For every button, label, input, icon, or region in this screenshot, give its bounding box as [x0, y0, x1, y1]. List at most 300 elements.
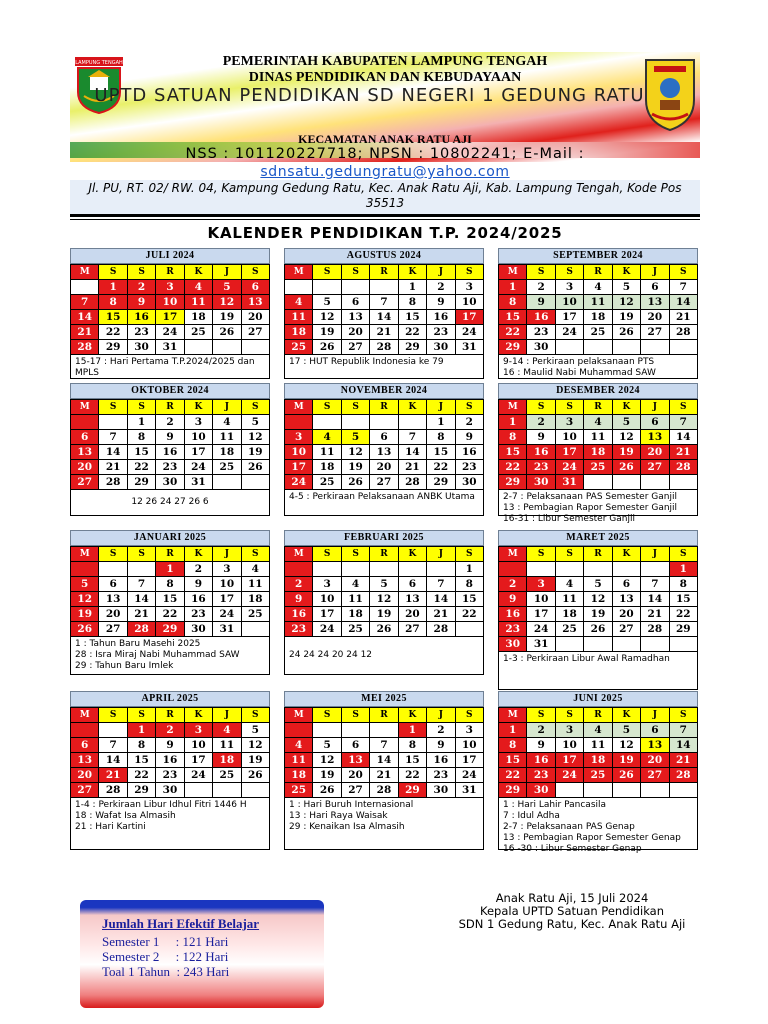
day-cell: 29	[99, 340, 127, 355]
weekday-header: S	[670, 547, 698, 562]
month-notes	[498, 355, 698, 379]
day-cell	[641, 475, 669, 490]
day-cell: 23	[427, 768, 455, 783]
month-september-2024	[498, 248, 698, 379]
note-line: 18 : Wafat Isa Almasih	[75, 811, 176, 821]
note-line: 2-7 : Pelaksanaan PAS Genap	[503, 822, 635, 832]
day-cell: 17	[156, 310, 184, 325]
month-days	[284, 264, 484, 355]
day-cell: 27	[71, 475, 99, 490]
weekday-header: J	[427, 708, 455, 723]
month-title: MEI 2025	[284, 691, 484, 707]
day-cell	[342, 723, 370, 738]
day-cell	[99, 562, 127, 577]
day-cell: 4	[213, 723, 241, 738]
day-cell: 11	[213, 430, 241, 445]
month-notes	[284, 490, 484, 516]
month-notes	[498, 490, 698, 524]
note-line: 24 24 24 20 24 12	[289, 650, 373, 660]
day-cell: 20	[641, 445, 669, 460]
month-januari-2025	[70, 530, 270, 675]
calendar-title: KALENDER PENDIDIKAN T.P. 2024/2025	[207, 224, 563, 242]
day-cell: 23	[527, 325, 555, 340]
day-cell	[185, 340, 213, 355]
day-cell: 8	[156, 577, 184, 592]
month-notes	[498, 652, 698, 690]
total-year-row: Toal 1 Tahun : 243 Hari	[102, 964, 230, 979]
day-cell: 10	[156, 295, 184, 310]
day-cell: 26	[313, 340, 341, 355]
day-cell: 10	[313, 592, 341, 607]
note-line: 16 -30 : Libur Semester Genap	[503, 844, 642, 854]
day-cell: 12	[313, 310, 341, 325]
month-notes	[284, 637, 484, 675]
day-cell: 23	[128, 325, 156, 340]
day-cell: 2	[156, 415, 184, 430]
day-cell: 24	[156, 325, 184, 340]
day-cell: 24	[456, 325, 484, 340]
weekday-header: K	[613, 265, 641, 280]
note-line: 29 : Kenaikan Isa Almasih	[289, 822, 405, 832]
weekday-header: S	[128, 547, 156, 562]
day-cell: 30	[527, 475, 555, 490]
day-cell: 8	[399, 295, 427, 310]
month-title: JUNI 2025	[498, 691, 698, 707]
month-notes	[70, 355, 270, 379]
day-cell: 28	[399, 475, 427, 490]
day-cell: 12	[242, 430, 270, 445]
month-title: AGUSTUS 2024	[284, 248, 484, 264]
weekday-header: S	[242, 547, 270, 562]
day-cell: 3	[185, 415, 213, 430]
day-cell: 17	[185, 753, 213, 768]
weekday-header: S	[456, 400, 484, 415]
month-title: SEPTEMBER 2024	[498, 248, 698, 264]
email-link[interactable]: sdnsatu.gedungratu@yahoo.com	[260, 164, 510, 180]
day-cell	[71, 280, 99, 295]
month-title: JANUARI 2025	[70, 530, 270, 546]
weekday-header: K	[613, 400, 641, 415]
weekday-header: R	[370, 708, 398, 723]
note-line: 21 : Hari Kartini	[75, 822, 146, 832]
day-cell: 13	[641, 295, 669, 310]
day-cell: 23	[156, 768, 184, 783]
weekday-header: J	[641, 547, 669, 562]
day-cell: 9	[156, 738, 184, 753]
month-days	[498, 399, 698, 490]
month-februari-2025	[284, 530, 484, 675]
note-line: 2-7 : Pelaksanaan PAS Semester Ganjil	[503, 492, 677, 502]
day-cell	[313, 415, 341, 430]
day-cell: 16	[128, 310, 156, 325]
effective-days-title: Jumlah Hari Efektif Belajar	[102, 916, 260, 931]
day-cell: 12	[613, 738, 641, 753]
month-agustus-2024	[284, 248, 484, 379]
weekday-header: S	[527, 265, 555, 280]
day-cell: 22	[670, 607, 698, 622]
day-cell: 25	[285, 783, 313, 798]
month-title: FEBRUARI 2025	[284, 530, 484, 546]
day-cell: 2	[128, 280, 156, 295]
day-cell: 31	[456, 783, 484, 798]
day-cell: 21	[670, 310, 698, 325]
month-days	[284, 707, 484, 798]
day-cell	[285, 280, 313, 295]
weekday-header: R	[370, 265, 398, 280]
day-cell	[456, 622, 484, 637]
day-cell: 28	[641, 622, 669, 637]
day-cell: 22	[128, 460, 156, 475]
day-cell: 27	[342, 340, 370, 355]
day-cell	[285, 415, 313, 430]
day-cell: 16	[427, 310, 455, 325]
month-days	[70, 399, 270, 490]
day-cell: 13	[71, 445, 99, 460]
day-cell: 22	[399, 768, 427, 783]
month-april-2025	[70, 691, 270, 850]
day-cell: 4	[185, 280, 213, 295]
day-cell: 7	[641, 577, 669, 592]
month-juli-2024	[70, 248, 270, 379]
day-cell: 26	[613, 325, 641, 340]
day-cell: 6	[613, 577, 641, 592]
day-cell: 18	[584, 310, 612, 325]
weekday-header: R	[156, 400, 184, 415]
weekday-header: S	[99, 265, 127, 280]
day-cell	[556, 340, 584, 355]
day-cell: 25	[213, 768, 241, 783]
day-cell: 21	[670, 445, 698, 460]
day-cell: 17	[285, 460, 313, 475]
day-cell: 29	[499, 475, 527, 490]
day-cell	[213, 475, 241, 490]
note-line: 4-5 : Perkiraan Pelaksanaan ANBK Utama	[289, 492, 475, 502]
weekday-header: S	[128, 400, 156, 415]
day-cell: 21	[670, 753, 698, 768]
weekday-header: S	[242, 708, 270, 723]
day-cell: 7	[427, 577, 455, 592]
day-cell: 13	[641, 738, 669, 753]
month-title: DESEMBER 2024	[498, 383, 698, 399]
day-cell	[584, 340, 612, 355]
day-cell: 22	[427, 460, 455, 475]
weekday-header: K	[185, 708, 213, 723]
day-cell: 7	[370, 295, 398, 310]
day-cell: 2	[156, 723, 184, 738]
day-cell: 3	[456, 723, 484, 738]
day-cell: 15	[456, 592, 484, 607]
day-cell: 23	[499, 622, 527, 637]
day-cell: 25	[313, 475, 341, 490]
day-cell: 21	[99, 768, 127, 783]
day-cell: 18	[242, 592, 270, 607]
day-cell: 13	[399, 592, 427, 607]
day-cell: 14	[370, 753, 398, 768]
month-notes	[284, 798, 484, 850]
day-cell: 16	[527, 753, 555, 768]
day-cell	[285, 723, 313, 738]
month-juni-2025	[498, 691, 698, 854]
day-cell: 21	[99, 460, 127, 475]
day-cell: 5	[242, 723, 270, 738]
day-cell: 7	[128, 577, 156, 592]
day-cell: 11	[584, 738, 612, 753]
day-cell: 24	[556, 460, 584, 475]
day-cell: 28	[71, 340, 99, 355]
government-name: PEMERINTAH KABUPATEN LAMPUNG TENGAH	[222, 54, 548, 69]
day-cell: 17	[556, 753, 584, 768]
day-cell: 3	[156, 280, 184, 295]
day-cell	[556, 637, 584, 652]
day-cell: 22	[99, 325, 127, 340]
day-cell: 1	[427, 415, 455, 430]
day-cell: 12	[313, 753, 341, 768]
day-cell: 9	[527, 430, 555, 445]
day-cell: 2	[527, 723, 555, 738]
day-cell: 30	[156, 475, 184, 490]
day-cell: 23	[527, 768, 555, 783]
day-cell: 5	[313, 738, 341, 753]
day-cell: 12	[584, 592, 612, 607]
day-cell: 3	[527, 577, 555, 592]
day-cell: 27	[399, 622, 427, 637]
weekday-header: S	[313, 708, 341, 723]
day-cell: 11	[213, 738, 241, 753]
day-cell: 19	[71, 607, 99, 622]
day-cell: 30	[527, 340, 555, 355]
day-cell: 19	[584, 607, 612, 622]
day-cell: 25	[584, 768, 612, 783]
weekday-header: M	[285, 400, 313, 415]
day-cell: 15	[128, 445, 156, 460]
weekday-header: J	[641, 400, 669, 415]
day-cell: 29	[399, 340, 427, 355]
day-cell: 12	[213, 295, 241, 310]
day-cell: 1	[499, 723, 527, 738]
day-cell: 2	[527, 415, 555, 430]
day-cell: 3	[213, 562, 241, 577]
day-cell: 16	[427, 753, 455, 768]
weekday-header: K	[613, 547, 641, 562]
day-cell: 9	[285, 592, 313, 607]
weekday-header: J	[427, 547, 455, 562]
day-cell: 10	[285, 445, 313, 460]
weekday-header: S	[99, 708, 127, 723]
weekday-header: S	[456, 265, 484, 280]
weekday-header: S	[670, 400, 698, 415]
day-cell: 27	[641, 325, 669, 340]
weekday-header: S	[242, 265, 270, 280]
weekday-header: M	[499, 708, 527, 723]
day-cell: 7	[670, 280, 698, 295]
day-cell: 25	[213, 460, 241, 475]
weekday-header: M	[499, 400, 527, 415]
day-cell: 20	[342, 325, 370, 340]
day-cell: 10	[456, 295, 484, 310]
day-cell: 8	[499, 295, 527, 310]
day-cell: 28	[427, 622, 455, 637]
weekday-header: J	[213, 708, 241, 723]
note-line: 1-4 : Perkiraan Libur Idhul Fitri 1446 H	[75, 800, 247, 810]
day-cell: 3	[313, 577, 341, 592]
day-cell: 7	[71, 295, 99, 310]
weekday-header: S	[456, 547, 484, 562]
weekday-header: R	[584, 265, 612, 280]
day-cell: 22	[156, 607, 184, 622]
day-cell: 7	[670, 415, 698, 430]
month-notes	[70, 490, 270, 516]
kecamatan: KECAMATAN ANAK RATU AJI	[298, 132, 472, 146]
day-cell: 18	[213, 753, 241, 768]
day-cell: 29	[499, 340, 527, 355]
note-line: 13 : Hari Raya Waisak	[289, 811, 388, 821]
day-cell: 17	[213, 592, 241, 607]
note-line: 1 : Hari Lahir Pancasila	[503, 800, 607, 810]
day-cell	[71, 723, 99, 738]
day-cell: 14	[99, 445, 127, 460]
day-cell: 28	[670, 325, 698, 340]
day-cell	[641, 637, 669, 652]
day-cell: 7	[99, 430, 127, 445]
day-cell: 10	[456, 738, 484, 753]
letterhead	[70, 52, 700, 217]
note-line: 7 : Idul Adha	[503, 811, 560, 821]
day-cell: 4	[213, 415, 241, 430]
month-days	[498, 707, 698, 798]
day-cell: 2	[527, 280, 555, 295]
month-days	[70, 264, 270, 355]
day-cell	[370, 415, 398, 430]
day-cell: 26	[313, 783, 341, 798]
weekday-header: S	[527, 400, 555, 415]
day-cell: 24	[527, 622, 555, 637]
note-line: 28 : Isra Miraj Nabi Muhammad SAW	[75, 650, 240, 660]
day-cell: 26	[242, 460, 270, 475]
day-cell: 6	[71, 430, 99, 445]
day-cell: 27	[342, 783, 370, 798]
day-cell: 15	[499, 310, 527, 325]
day-cell: 7	[670, 723, 698, 738]
day-cell: 27	[242, 325, 270, 340]
day-cell: 4	[313, 430, 341, 445]
day-cell: 15	[499, 445, 527, 460]
weekday-header: S	[99, 400, 127, 415]
day-cell: 17	[556, 310, 584, 325]
nss-npsn: NSS : 101120227718; NPSN : 10802241; E-Mail :	[185, 146, 585, 162]
day-cell: 21	[399, 460, 427, 475]
day-cell: 29	[499, 783, 527, 798]
day-cell: 9	[527, 295, 555, 310]
note-line: 17 : HUT Republik Indonesia ke 79	[289, 357, 444, 367]
day-cell: 5	[584, 577, 612, 592]
weekday-header: R	[156, 708, 184, 723]
day-cell: 11	[584, 295, 612, 310]
day-cell: 22	[128, 768, 156, 783]
day-cell: 8	[128, 738, 156, 753]
day-cell: 8	[427, 430, 455, 445]
semester-2-row: Semester 2 : 122 Hari	[102, 949, 229, 964]
note-line: 13 : Pembagian Rapor Semester Ganjil	[503, 503, 678, 513]
day-cell: 28	[670, 460, 698, 475]
day-cell: 20	[342, 768, 370, 783]
day-cell: 15	[499, 753, 527, 768]
day-cell: 18	[313, 460, 341, 475]
note-line: 9-14 : Perkiraan pelaksanaan PTS	[503, 357, 655, 367]
day-cell: 27	[641, 460, 669, 475]
day-cell: 4	[584, 415, 612, 430]
day-cell: 10	[527, 592, 555, 607]
day-cell	[370, 723, 398, 738]
weekday-header: S	[128, 265, 156, 280]
day-cell: 27	[641, 768, 669, 783]
day-cell: 28	[128, 622, 156, 637]
day-cell: 1	[399, 280, 427, 295]
day-cell: 14	[128, 592, 156, 607]
day-cell: 30	[128, 340, 156, 355]
day-cell: 5	[613, 280, 641, 295]
weekday-header: K	[613, 708, 641, 723]
day-cell: 9	[156, 430, 184, 445]
day-cell: 5	[213, 280, 241, 295]
day-cell	[399, 415, 427, 430]
day-cell: 14	[670, 430, 698, 445]
day-cell: 5	[613, 723, 641, 738]
day-cell	[613, 637, 641, 652]
day-cell: 1	[156, 562, 184, 577]
day-cell: 16	[456, 445, 484, 460]
day-cell: 26	[342, 475, 370, 490]
day-cell: 30	[185, 622, 213, 637]
day-cell: 3	[556, 280, 584, 295]
month-title: JULI 2024	[70, 248, 270, 264]
month-title: OKTOBER 2024	[70, 383, 270, 399]
weekday-header: K	[185, 547, 213, 562]
day-cell: 22	[499, 325, 527, 340]
day-cell: 27	[71, 783, 99, 798]
day-cell: 2	[185, 562, 213, 577]
day-cell	[99, 415, 127, 430]
day-cell: 1	[499, 280, 527, 295]
day-cell: 17	[185, 445, 213, 460]
weekday-header: S	[128, 708, 156, 723]
day-cell: 17	[456, 310, 484, 325]
day-cell: 24	[556, 325, 584, 340]
day-cell: 14	[670, 738, 698, 753]
day-cell: 19	[613, 753, 641, 768]
month-days	[498, 546, 698, 652]
day-cell: 18	[584, 753, 612, 768]
day-cell: 15	[670, 592, 698, 607]
day-cell	[342, 562, 370, 577]
day-cell	[285, 562, 313, 577]
day-cell: 13	[370, 445, 398, 460]
day-cell: 30	[156, 783, 184, 798]
day-cell: 9	[527, 738, 555, 753]
day-cell: 19	[242, 445, 270, 460]
weekday-header: J	[213, 400, 241, 415]
weekday-header: R	[156, 265, 184, 280]
day-cell: 21	[370, 768, 398, 783]
weekday-header: R	[584, 708, 612, 723]
day-cell: 9	[427, 295, 455, 310]
weekday-header: R	[584, 400, 612, 415]
day-cell: 25	[584, 325, 612, 340]
month-mei-2025	[284, 691, 484, 850]
day-cell: 3	[556, 723, 584, 738]
day-cell: 20	[399, 607, 427, 622]
day-cell: 23	[427, 325, 455, 340]
day-cell	[613, 783, 641, 798]
